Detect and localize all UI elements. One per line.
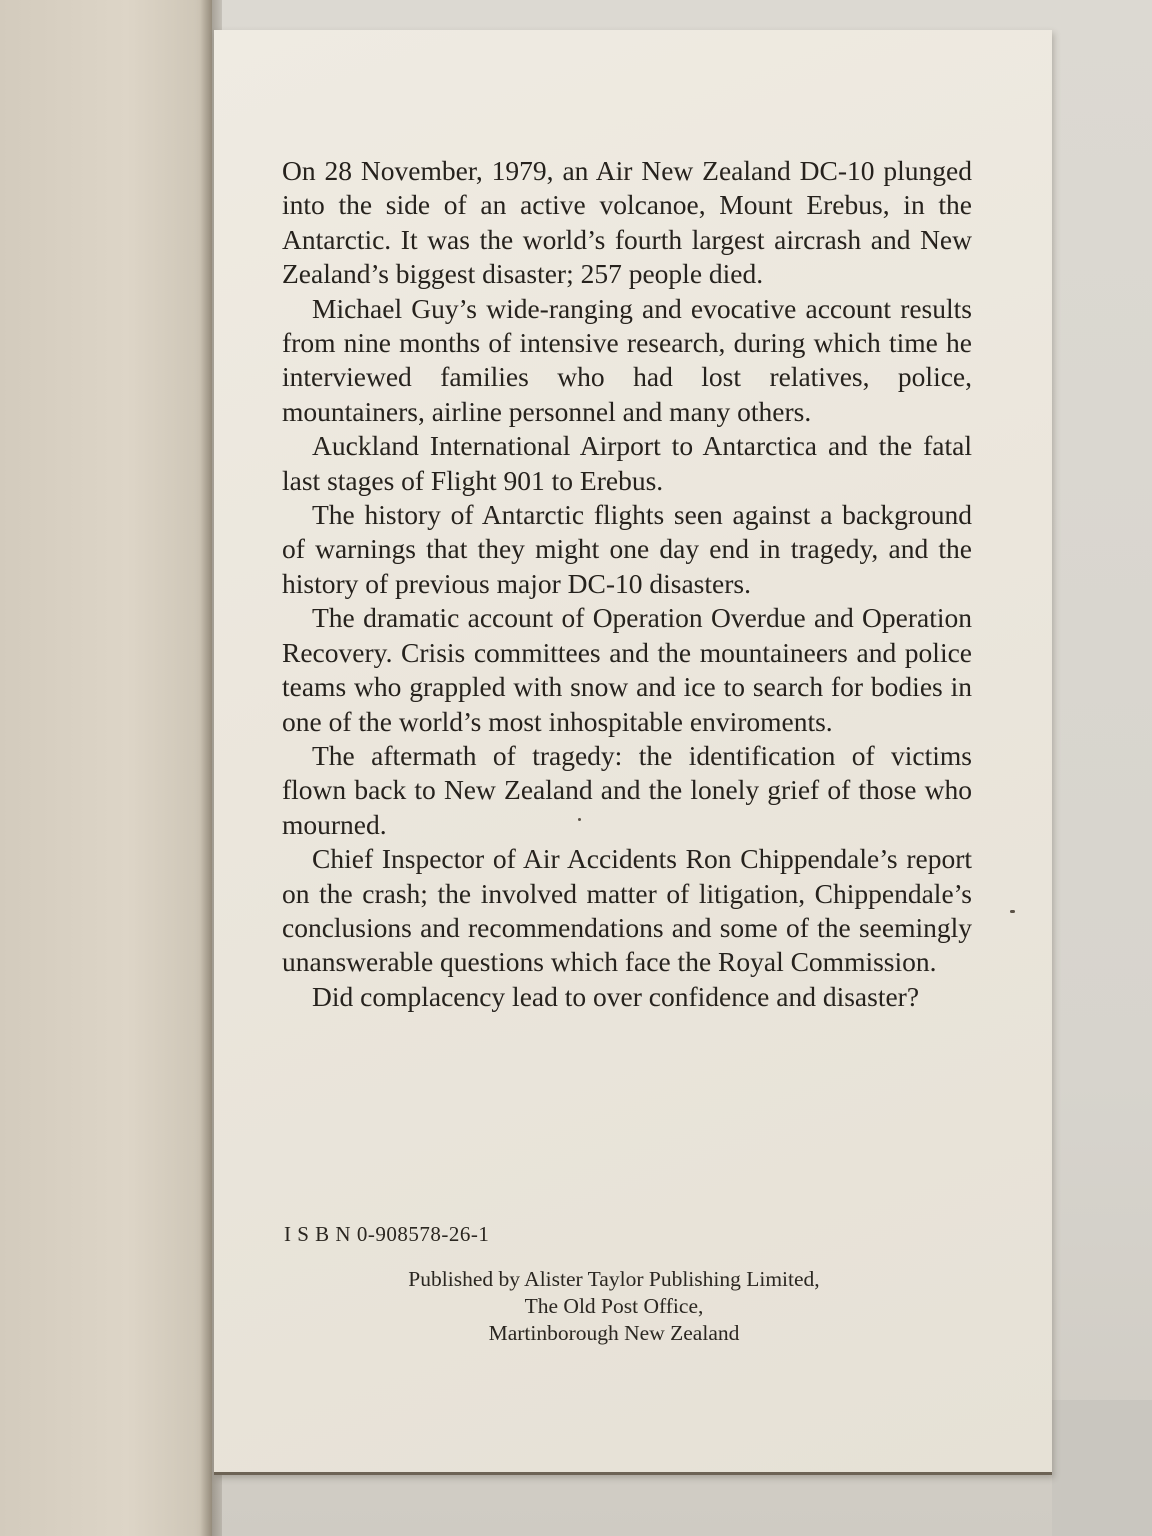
isbn-number: I S B N 0-908578-26-1 [284, 1222, 490, 1246]
blurb-paragraph: Chief Inspector of Air Accidents Ron Chippendale’s report on the crash; the involved matter of litigation, Chippendale’s conclusions and recommendations and some of the seemingly unanswerable questions which face the Royal Commission. [282, 843, 972, 978]
blurb-paragraph: The aftermath of tragedy: the identification of victims flown back to New Zealand and the lonely grief of those who mourned. [282, 739, 972, 840]
paper-speck [578, 818, 581, 821]
blurb-paragraph: Auckland International Airport to Antarctica and the fatal last stages of Flight 901 to Erebus. [282, 430, 972, 496]
blurb-paragraph: Did complacency lead to over confidence and disaster? [312, 980, 920, 1012]
paper-speck [1010, 910, 1015, 913]
blurb-paragraph: Michael Guy’s wide-ranging and evocative account results from nine months of intensive research, during which time he interviewed families who had lost relatives, police, mountainers, airline personnel and many others. [282, 292, 972, 427]
publisher-imprint [374, 1266, 854, 1347]
publisher-location: Martinborough New Zealand [488, 1321, 740, 1345]
blurb-paragraph: On 28 November, 1979, an Air New Zealand DC-10 plunged into the side of an active volcanoe, Mount Erebus, in the Antarctic. It was the world’s fourth largest aircrash and New Zealand’s biggest disaster; 257 people died. [282, 155, 972, 290]
book-page [214, 30, 1052, 1475]
table-surface [1052, 1400, 1152, 1536]
blurb-text [282, 154, 972, 1014]
blurb-paragraph: The dramatic account of Operation Overdue and Operation Recovery. Crisis committees and the mountaineers and police teams who grappled with snow and ice to search for bodies in one of the world’s most inhospitable enviroments. [282, 602, 972, 737]
facing-page [0, 0, 212, 1536]
publisher-address: The Old Post Office, [524, 1294, 704, 1318]
blurb-paragraph: The history of Antarctic flights seen against a background of warnings that they might one day end in tragedy, and the history of previous major DC-10 disasters. [282, 499, 972, 599]
publisher-name: Published by Alister Taylor Publishing Limited, [408, 1267, 820, 1291]
